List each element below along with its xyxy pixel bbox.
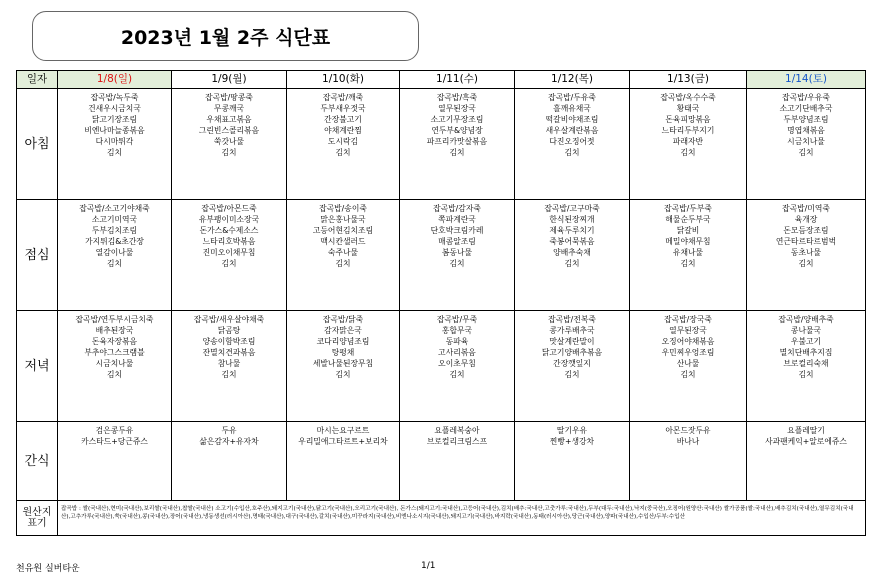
menu-item: 브로컬리숙채 (783, 359, 829, 368)
meal-row (17, 422, 866, 501)
meal-cell (400, 200, 515, 311)
menu-item: 콩나물국 (790, 326, 822, 335)
meal-label: 아침 (17, 89, 58, 200)
menu-item: 그린빈스콜리볶음 (198, 126, 260, 135)
facility-name: 천유원 실버타운 (16, 564, 80, 574)
origin-label: 원산지 표기 (17, 501, 58, 536)
menu-item: 잡곡밥/깨죽 (322, 93, 364, 102)
menu-item: 다진오징어젓 (549, 137, 595, 146)
menu-item: 무콩깨국 (213, 104, 245, 113)
meal-cell (287, 200, 400, 311)
meal-cell (630, 311, 747, 422)
meal-cell (630, 200, 747, 311)
menu-item: 제육두루치기 (549, 226, 595, 235)
menu-item: 부추야그스크램블 (84, 348, 145, 357)
menu-item: 김치 (335, 370, 351, 379)
menu-item: 잡곡밥/옥수수죽 (660, 93, 716, 102)
menu-item: 김치 (680, 370, 696, 379)
menu-item: 찐빵+생강차 (549, 437, 595, 446)
day-header-text: 1/9(월) (211, 73, 247, 85)
menu-item: 김치 (106, 148, 123, 157)
menu-item: 돈육피망볶음 (665, 115, 711, 124)
meal-cell (400, 422, 515, 501)
menu-item: 산나물 (676, 359, 700, 368)
meal-cell (58, 422, 172, 501)
menu-item: 소고기무장조림 (430, 115, 484, 124)
menu-item: 죽봉어묵볶음 (549, 237, 595, 246)
menu-item: 도시락김 (327, 137, 359, 146)
menu-item: 잡곡밥/녹두죽 (90, 93, 139, 102)
menu-item: 김치 (106, 370, 123, 379)
menu-item: 감자맑은국 (324, 326, 362, 335)
menu-item: 황태국 (676, 104, 700, 113)
menu-item: 닭고기양배추볶음 (541, 348, 603, 357)
meal-cell (747, 200, 866, 311)
meal-cell (287, 89, 400, 200)
menu-item: 김치 (221, 148, 237, 157)
menu-item: 김치 (680, 148, 696, 157)
menu-item: 잡곡밥/아몬드죽 (201, 204, 257, 213)
menu-item: 맛살계란말이 (549, 337, 595, 346)
menu-item: 두부새우젓국 (320, 104, 366, 113)
menu-item: 잡곡밥/땅콩죽 (205, 93, 253, 102)
meal-cell (58, 200, 172, 311)
menu-item: 봄동나물 (441, 248, 473, 257)
day-header (747, 71, 866, 89)
menu-item: 우리밀애그타르트+보리차 (298, 437, 388, 446)
menu-item: 잡곡밥/전복죽 (548, 315, 596, 324)
menu-item: 코다리양념조림 (316, 337, 370, 346)
meal-cell (287, 311, 400, 422)
meal-cell (515, 200, 630, 311)
menu-item: 명엽채볶음 (787, 126, 825, 135)
origin-text: 잡곡밥 : 쌀(국내산),현미(국내산),보리쌀(국내산),찹쌀(국내산) 소고기(수입산,호주산),돼지고기(국내산),닭고기(국내산),오리고기(국내산), 돈가스(돼지고기:국내산),고등어(국내산),김치(배추:국내산,고춧가루:국내산),두부(대두:국내산),낙지(중국산),오징어(원양산:국내산) 쌀가공품(쌀:국내산),배추김치(국내산),열무김치(국내산),고추가루(국내산),쑥(국내산),콩(국내산),장어(국내산),냉동생선(러시아산),명태(국내산),대구(국내산),갈치(국내산),미꾸라지(국내산),비엔나소시지(국내산),돼지고기(국내산),바지락(국내산),동태(러시아산),당근(국내산),양파(국내산),수입산/두부:수입산 (58, 501, 866, 536)
menu-item: 육개장 (794, 215, 818, 224)
menu-item: 세발나물된장무침 (312, 359, 374, 368)
meal-cell (515, 422, 630, 501)
day-header-text: 1/11(수) (436, 73, 478, 85)
menu-item: 고사리볶음 (438, 348, 476, 357)
menu-item: 비엔나마늘종볶음 (84, 126, 145, 135)
menu-item: 열무된장국 (669, 326, 707, 335)
menu-item: 우불고기 (790, 337, 822, 346)
menu-item: 두유 (221, 426, 237, 435)
menu-item: 요플레복숭아 (434, 426, 480, 435)
day-header (515, 71, 630, 89)
menu-item: 다시마튀각 (95, 137, 134, 146)
date-header-label: 일자 (17, 71, 58, 89)
menu-item: 두부김치조림 (91, 226, 138, 235)
menu-item: 느타리두부지기 (661, 126, 715, 135)
menu-item: 느타리호박볶음 (202, 237, 256, 246)
menu-item: 잡곡밥/우유죽 (782, 93, 830, 102)
menu-item: 소고기단배추국 (779, 104, 833, 113)
menu-item: 한식된장찌개 (549, 215, 595, 224)
menu-item: 연근타르타르범벅 (775, 237, 837, 246)
menu-item: 닭곰탕 (217, 326, 241, 335)
menu-item: 양배추숙채 (553, 248, 591, 257)
menu-item: 단호박크림카레 (430, 226, 484, 235)
menu-item: 참나물 (217, 359, 241, 368)
menu-item: 잡곡밥/미역죽 (782, 204, 830, 213)
menu-item: 시금치나물 (787, 137, 825, 146)
menu-item: 아몬드잣두유 (665, 426, 711, 435)
meal-cell (172, 89, 287, 200)
menu-item: 해물순두부국 (665, 215, 711, 224)
meal-cell (747, 89, 866, 200)
menu-item: 메밀야채무침 (665, 237, 711, 246)
menu-item: 유부팽이미소장국 (198, 215, 260, 224)
day-header-text: 1/10(화) (322, 73, 364, 85)
menu-item: 두부양념조림 (783, 115, 829, 124)
day-header (172, 71, 287, 89)
menu-item: 잡곡밥/무죽 (436, 315, 478, 324)
menu-item: 잡곡밥/두유죽 (548, 93, 596, 102)
menu-item: 마시는요구르트 (316, 426, 370, 435)
menu-item: 떡갈비야채조림 (545, 115, 599, 124)
menu-item: 닭고기장조림 (91, 115, 138, 124)
menu-item: 우채표고볶음 (206, 115, 252, 124)
menu-item: 홍합무국 (441, 326, 473, 335)
menu-item: 사과팬케익+알로에쥬스 (765, 437, 847, 446)
meal-label: 점심 (17, 200, 58, 311)
menu-item: 오징어야채볶음 (661, 337, 715, 346)
menu-item: 김치 (449, 148, 465, 157)
menu-item: 요플레딸기 (787, 426, 825, 435)
menu-item: 김치 (106, 259, 123, 268)
day-header-text: 1/13(금) (667, 73, 709, 85)
meal-cell (630, 89, 747, 200)
meal-table (16, 70, 866, 536)
day-header-text: 1/12(목) (551, 73, 593, 85)
menu-item: 김치 (798, 370, 814, 379)
day-header-text: 1/14(토) (785, 73, 827, 85)
menu-item: 카스타드+당근쥬스 (81, 437, 148, 446)
menu-item: 김치 (221, 370, 237, 379)
origin-row (17, 501, 866, 536)
menu-item: 소고기미역국 (91, 215, 138, 224)
meal-row (17, 89, 866, 200)
menu-item: 돈육자장볶음 (91, 337, 138, 346)
menu-item: 잡곡밥/연두부시금치죽 (75, 315, 154, 324)
menu-item: 오이초무침 (438, 359, 476, 368)
menu-item: 열무된장국 (438, 104, 476, 113)
menu-item: 유채나물 (672, 248, 704, 257)
menu-item: 잔멸치견과볶음 (202, 348, 256, 357)
menu-item: 야채계란찜 (324, 126, 362, 135)
menu-item: 잡곡밥/양배추죽 (778, 315, 834, 324)
menu-item: 매콤알조림 (438, 237, 476, 246)
day-header (58, 71, 172, 89)
menu-item: 잡곡밥/감자죽 (433, 204, 481, 213)
meal-label: 간식 (17, 422, 58, 501)
meal-cell (515, 311, 630, 422)
day-header (400, 71, 515, 89)
menu-item: 김치 (564, 259, 580, 268)
meal-cell (287, 422, 400, 501)
menu-item: 딸기우유 (556, 426, 588, 435)
meal-cell (58, 311, 172, 422)
menu-item: 쑥갓나물 (213, 137, 245, 146)
day-header (287, 71, 400, 89)
menu-item: 닭갈비 (676, 226, 700, 235)
menu-item: 배추된장국 (95, 326, 134, 335)
menu-item: 잡곡밥/장국죽 (664, 315, 712, 324)
menu-item: 바나나 (676, 437, 700, 446)
menu-item: 양송이함박조림 (202, 337, 256, 346)
meal-cell (58, 89, 172, 200)
table-header-row (17, 71, 866, 89)
meal-cell (630, 422, 747, 501)
menu-item: 김치 (335, 148, 351, 157)
meal-cell (515, 89, 630, 200)
menu-item: 진미오이채무침 (202, 248, 256, 257)
menu-item: 간장불고기 (324, 115, 362, 124)
menu-item: 새우살계란볶음 (545, 126, 599, 135)
menu-item: 열감이나물 (95, 248, 134, 257)
menu-item: 가지튀김&초간장 (85, 237, 144, 246)
menu-item: 멸치단배추지짐 (779, 348, 833, 357)
meal-label: 저녁 (17, 311, 58, 422)
menu-item: 고등어현김치조림 (312, 226, 374, 235)
menu-item: 잡곡밥/송이죽 (319, 204, 367, 213)
meal-row (17, 200, 866, 311)
meal-cell (172, 311, 287, 422)
meal-cell (400, 311, 515, 422)
menu-item: 돈모듬장조림 (783, 226, 829, 235)
menu-item: 김치 (680, 259, 696, 268)
menu-item: 맑은홍나물국 (320, 215, 366, 224)
menu-item: 동초나물 (790, 248, 822, 257)
meal-row (17, 311, 866, 422)
menu-item: 우민찌우엉조림 (661, 348, 715, 357)
meal-cell (747, 422, 866, 501)
menu-item: 탕평채 (331, 348, 355, 357)
menu-item: 김치 (564, 148, 580, 157)
menu-title: 2023년 1월 2주 식단표 (32, 11, 419, 61)
menu-item: 김치 (449, 259, 465, 268)
menu-item: 김치 (449, 370, 465, 379)
menu-item: 콩가루배추국 (549, 326, 595, 335)
menu-item: 쪽파계란국 (438, 215, 476, 224)
menu-item: 파래자반 (672, 137, 704, 146)
day-header-text: 1/8(일) (96, 73, 133, 85)
menu-item: 건새우시금치국 (88, 104, 141, 113)
menu-item: 잡곡밥/소고기야채죽 (79, 204, 150, 213)
menu-item: 간장깻잎지 (553, 359, 591, 368)
meal-cell (747, 311, 866, 422)
menu-item: 검은콩두유 (95, 426, 134, 435)
menu-item: 잡곡밥/두부죽 (664, 204, 712, 213)
menu-item: 김치 (564, 370, 580, 379)
menu-item: 잡곡밥/닭죽 (322, 315, 364, 324)
menu-item: 잡곡밥/고구마죽 (544, 204, 600, 213)
menu-item: 삶은감자+유자차 (199, 437, 259, 446)
menu-item: 김치 (335, 259, 351, 268)
menu-item: 동파육 (445, 337, 469, 346)
page-number: 1/1 (421, 561, 436, 571)
meal-cell (172, 200, 287, 311)
menu-item: 돈가스&수제소스 (199, 226, 259, 235)
menu-item: 흘깨유채국 (553, 104, 591, 113)
menu-item: 김치 (798, 148, 814, 157)
menu-item: 브로컬리크림스프 (426, 437, 488, 446)
menu-item: 김치 (221, 259, 237, 268)
menu-item: 김치 (798, 259, 814, 268)
menu-item: 파프리카맛살볶음 (426, 137, 488, 146)
menu-item: 시금치나물 (95, 359, 134, 368)
meal-cell (400, 89, 515, 200)
menu-item: 맥시칸샐러드 (320, 237, 366, 246)
day-header (630, 71, 747, 89)
menu-item: 연두부&양념장 (431, 126, 483, 135)
menu-item: 잡곡밥/새우살야채죽 (193, 315, 265, 324)
meal-cell (172, 422, 287, 501)
menu-item: 잡곡밥/흑죽 (436, 93, 478, 102)
menu-item: 숙주나물 (327, 248, 359, 257)
